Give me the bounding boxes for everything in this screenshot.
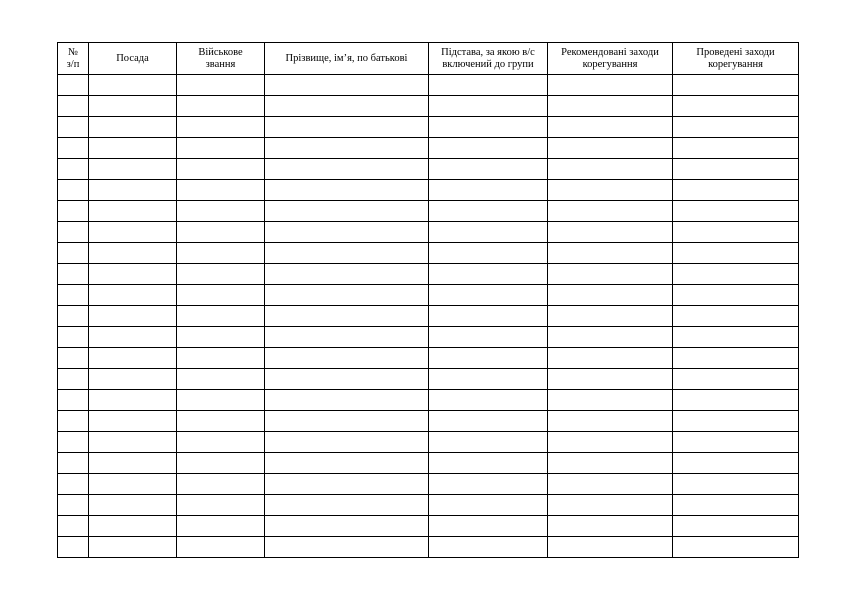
cell-inclusion-basis[interactable] — [429, 201, 548, 222]
cell-completed-measures[interactable] — [673, 390, 799, 411]
cell-military-rank[interactable] — [177, 117, 265, 138]
cell-full-name[interactable] — [265, 264, 429, 285]
cell-position[interactable] — [89, 117, 177, 138]
cell-number[interactable] — [58, 474, 89, 495]
cell-recommended-measures[interactable] — [548, 474, 673, 495]
cell-full-name[interactable] — [265, 96, 429, 117]
cell-completed-measures[interactable] — [673, 75, 799, 96]
cell-number[interactable] — [58, 180, 89, 201]
cell-completed-measures[interactable] — [673, 138, 799, 159]
cell-military-rank[interactable] — [177, 285, 265, 306]
cell-inclusion-basis[interactable] — [429, 306, 548, 327]
cell-military-rank[interactable] — [177, 306, 265, 327]
cell-position[interactable] — [89, 348, 177, 369]
cell-military-rank[interactable] — [177, 495, 265, 516]
cell-completed-measures[interactable] — [673, 264, 799, 285]
cell-position[interactable] — [89, 495, 177, 516]
cell-military-rank[interactable] — [177, 180, 265, 201]
cell-number[interactable] — [58, 96, 89, 117]
cell-full-name[interactable] — [265, 138, 429, 159]
table-row — [58, 306, 799, 327]
table-row — [58, 453, 799, 474]
cell-military-rank[interactable] — [177, 138, 265, 159]
cell-recommended-measures[interactable] — [548, 432, 673, 453]
table-row — [58, 117, 799, 138]
cell-number[interactable] — [58, 306, 89, 327]
cell-inclusion-basis[interactable] — [429, 537, 548, 558]
cell-completed-measures[interactable] — [673, 96, 799, 117]
cell-number[interactable] — [58, 138, 89, 159]
table-row — [58, 327, 799, 348]
table-row — [58, 96, 799, 117]
header-recommended-measures: Рекомендовані заходи корегування — [548, 43, 673, 75]
cell-full-name[interactable] — [265, 348, 429, 369]
cell-inclusion-basis[interactable] — [429, 348, 548, 369]
table-row — [58, 369, 799, 390]
cell-full-name[interactable] — [265, 75, 429, 96]
cell-inclusion-basis[interactable] — [429, 285, 548, 306]
cell-full-name[interactable] — [265, 411, 429, 432]
cell-military-rank[interactable] — [177, 537, 265, 558]
cell-position[interactable] — [89, 453, 177, 474]
cell-completed-measures[interactable] — [673, 348, 799, 369]
cell-military-rank[interactable] — [177, 474, 265, 495]
cell-position[interactable] — [89, 327, 177, 348]
cell-number[interactable] — [58, 117, 89, 138]
table-row — [58, 432, 799, 453]
cell-position[interactable] — [89, 243, 177, 264]
table-row — [58, 222, 799, 243]
table-row — [58, 348, 799, 369]
cell-recommended-measures[interactable] — [548, 348, 673, 369]
cell-full-name[interactable] — [265, 117, 429, 138]
cell-completed-measures[interactable] — [673, 474, 799, 495]
cell-recommended-measures[interactable] — [548, 411, 673, 432]
cell-inclusion-basis[interactable] — [429, 411, 548, 432]
table-row — [58, 201, 799, 222]
cell-recommended-measures[interactable] — [548, 201, 673, 222]
cell-number[interactable] — [58, 327, 89, 348]
cell-number[interactable] — [58, 201, 89, 222]
table-header — [58, 43, 799, 75]
cell-military-rank[interactable] — [177, 159, 265, 180]
cell-number[interactable] — [58, 516, 89, 537]
table-row — [58, 243, 799, 264]
cell-position[interactable] — [89, 201, 177, 222]
table-row — [58, 285, 799, 306]
cell-military-rank[interactable] — [177, 243, 265, 264]
cell-recommended-measures[interactable] — [548, 159, 673, 180]
table-row — [58, 138, 799, 159]
cell-full-name[interactable] — [265, 285, 429, 306]
cell-recommended-measures[interactable] — [548, 537, 673, 558]
cell-inclusion-basis[interactable] — [429, 96, 548, 117]
cell-inclusion-basis[interactable] — [429, 474, 548, 495]
cell-recommended-measures[interactable] — [548, 222, 673, 243]
cell-inclusion-basis[interactable] — [429, 138, 548, 159]
cell-full-name[interactable] — [265, 474, 429, 495]
cell-recommended-measures[interactable] — [548, 495, 673, 516]
cell-inclusion-basis[interactable] — [429, 495, 548, 516]
cell-recommended-measures[interactable] — [548, 285, 673, 306]
table-row — [58, 537, 799, 558]
cell-full-name[interactable] — [265, 516, 429, 537]
header-number: № з/п — [58, 43, 89, 75]
cell-position[interactable] — [89, 222, 177, 243]
cell-completed-measures[interactable] — [673, 285, 799, 306]
cell-position[interactable] — [89, 180, 177, 201]
cell-full-name[interactable] — [265, 159, 429, 180]
cell-recommended-measures[interactable] — [548, 516, 673, 537]
cell-number[interactable] — [58, 243, 89, 264]
cell-position[interactable] — [89, 138, 177, 159]
cell-military-rank[interactable] — [177, 390, 265, 411]
header-position: Посада — [89, 43, 177, 75]
cell-full-name[interactable] — [265, 243, 429, 264]
cell-full-name[interactable] — [265, 222, 429, 243]
header-completed-measures: Проведені заходи корегування — [673, 43, 799, 75]
header-inclusion-basis: Підстава, за якою в/с включений до групи — [429, 43, 548, 75]
cell-inclusion-basis[interactable] — [429, 180, 548, 201]
cell-completed-measures[interactable] — [673, 180, 799, 201]
cell-inclusion-basis[interactable] — [429, 369, 548, 390]
cell-number[interactable] — [58, 495, 89, 516]
header-row — [58, 43, 799, 75]
cell-recommended-measures[interactable] — [548, 453, 673, 474]
table-row — [58, 264, 799, 285]
cell-number[interactable] — [58, 159, 89, 180]
cell-number[interactable] — [58, 411, 89, 432]
cell-full-name[interactable] — [265, 306, 429, 327]
cell-number[interactable] — [58, 390, 89, 411]
cell-military-rank[interactable] — [177, 201, 265, 222]
cell-inclusion-basis[interactable] — [429, 516, 548, 537]
table-row — [58, 75, 799, 96]
table-row — [58, 474, 799, 495]
cell-full-name[interactable] — [265, 327, 429, 348]
table-row — [58, 390, 799, 411]
cell-inclusion-basis[interactable] — [429, 159, 548, 180]
cell-completed-measures[interactable] — [673, 117, 799, 138]
cell-number[interactable] — [58, 222, 89, 243]
cell-number[interactable] — [58, 432, 89, 453]
cell-recommended-measures[interactable] — [548, 243, 673, 264]
cell-inclusion-basis[interactable] — [429, 432, 548, 453]
cell-military-rank[interactable] — [177, 411, 265, 432]
cell-full-name[interactable] — [265, 180, 429, 201]
document-page — [57, 42, 798, 558]
cell-recommended-measures[interactable] — [548, 138, 673, 159]
cell-full-name[interactable] — [265, 369, 429, 390]
cell-number[interactable] — [58, 348, 89, 369]
cell-completed-measures[interactable] — [673, 306, 799, 327]
cell-position[interactable] — [89, 75, 177, 96]
cell-completed-measures[interactable] — [673, 327, 799, 348]
cell-position[interactable] — [89, 159, 177, 180]
cell-position[interactable] — [89, 285, 177, 306]
cell-position[interactable] — [89, 264, 177, 285]
cell-number[interactable] — [58, 537, 89, 558]
cell-completed-measures[interactable] — [673, 222, 799, 243]
cell-completed-measures[interactable] — [673, 432, 799, 453]
cell-number[interactable] — [58, 264, 89, 285]
cell-position[interactable] — [89, 474, 177, 495]
cell-position[interactable] — [89, 411, 177, 432]
table-row — [58, 495, 799, 516]
cell-recommended-measures[interactable] — [548, 390, 673, 411]
table-row — [58, 411, 799, 432]
cell-position[interactable] — [89, 537, 177, 558]
cell-number[interactable] — [58, 453, 89, 474]
cell-completed-measures[interactable] — [673, 411, 799, 432]
table-body — [58, 75, 799, 558]
cell-position[interactable] — [89, 369, 177, 390]
cell-number[interactable] — [58, 369, 89, 390]
cell-number[interactable] — [58, 285, 89, 306]
cell-military-rank[interactable] — [177, 327, 265, 348]
cell-inclusion-basis[interactable] — [429, 264, 548, 285]
table-row — [58, 516, 799, 537]
cell-military-rank[interactable] — [177, 348, 265, 369]
cell-inclusion-basis[interactable] — [429, 453, 548, 474]
cell-completed-measures[interactable] — [673, 201, 799, 222]
cell-recommended-measures[interactable] — [548, 117, 673, 138]
cell-full-name[interactable] — [265, 537, 429, 558]
table-row — [58, 180, 799, 201]
header-full-name: Прізвище, ім’я, по батькові — [265, 43, 429, 75]
cell-full-name[interactable] — [265, 432, 429, 453]
cell-completed-measures[interactable] — [673, 159, 799, 180]
cell-military-rank[interactable] — [177, 453, 265, 474]
cell-full-name[interactable] — [265, 201, 429, 222]
cell-completed-measures[interactable] — [673, 243, 799, 264]
cell-military-rank[interactable] — [177, 222, 265, 243]
cell-recommended-measures[interactable] — [548, 180, 673, 201]
cell-recommended-measures[interactable] — [548, 327, 673, 348]
cell-inclusion-basis[interactable] — [429, 222, 548, 243]
cell-military-rank[interactable] — [177, 96, 265, 117]
cell-completed-measures[interactable] — [673, 369, 799, 390]
cell-inclusion-basis[interactable] — [429, 243, 548, 264]
cell-military-rank[interactable] — [177, 369, 265, 390]
cell-completed-measures[interactable] — [673, 537, 799, 558]
cell-completed-measures[interactable] — [673, 516, 799, 537]
cell-position[interactable] — [89, 306, 177, 327]
cell-number[interactable] — [58, 75, 89, 96]
cell-full-name[interactable] — [265, 390, 429, 411]
cell-full-name[interactable] — [265, 453, 429, 474]
cell-completed-measures[interactable] — [673, 495, 799, 516]
corrections-register-table — [57, 42, 799, 558]
cell-inclusion-basis[interactable] — [429, 327, 548, 348]
cell-military-rank[interactable] — [177, 264, 265, 285]
cell-inclusion-basis[interactable] — [429, 75, 548, 96]
table-row — [58, 159, 799, 180]
cell-recommended-measures[interactable] — [548, 75, 673, 96]
header-military-rank: Військове звання — [177, 43, 265, 75]
cell-recommended-measures[interactable] — [548, 369, 673, 390]
cell-full-name[interactable] — [265, 495, 429, 516]
cell-military-rank[interactable] — [177, 516, 265, 537]
cell-position[interactable] — [89, 432, 177, 453]
cell-position[interactable] — [89, 96, 177, 117]
cell-position[interactable] — [89, 516, 177, 537]
cell-military-rank[interactable] — [177, 432, 265, 453]
cell-inclusion-basis[interactable] — [429, 117, 548, 138]
cell-recommended-measures[interactable] — [548, 96, 673, 117]
cell-military-rank[interactable] — [177, 75, 265, 96]
cell-recommended-measures[interactable] — [548, 264, 673, 285]
cell-inclusion-basis[interactable] — [429, 390, 548, 411]
cell-recommended-measures[interactable] — [548, 306, 673, 327]
cell-position[interactable] — [89, 390, 177, 411]
cell-completed-measures[interactable] — [673, 453, 799, 474]
